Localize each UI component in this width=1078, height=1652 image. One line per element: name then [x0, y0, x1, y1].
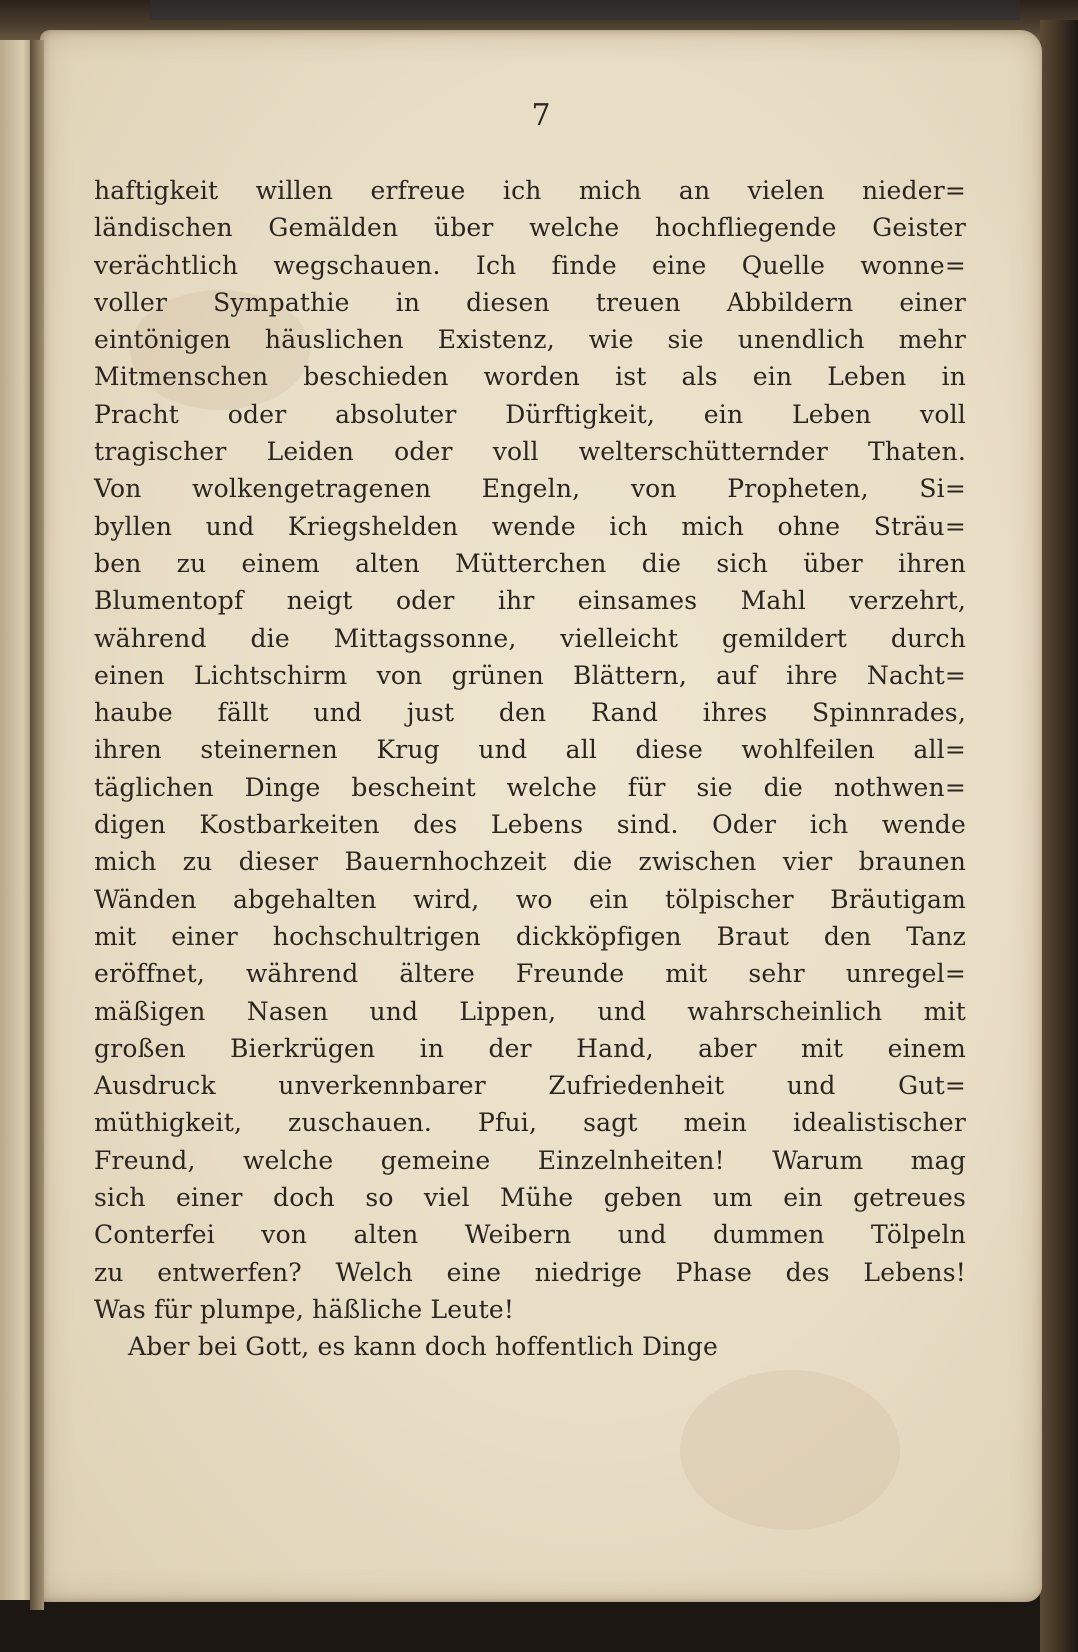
text-line: sich einer doch so viel Mühe geben um ein getreues: [94, 1183, 966, 1213]
text-line: eintönigen häuslichen Existenz, wie sie unendlich mehr: [94, 325, 966, 355]
text-line: Freund, welche gemeine Einzelnheiten! Warum mag: [94, 1145, 966, 1175]
text-line: zu entwerfen? Welch eine niedrige Phase des Lebens!: [94, 1257, 966, 1287]
text-line: haftigkeit willen erfreue ich mich an vielen nieder=: [94, 176, 966, 205]
text-line: ihren steinernen Krug und all diese wohlfeilen all=: [94, 735, 966, 765]
text-line: Pracht oder absoluter Dürftigkeit, ein Leben voll: [94, 399, 966, 429]
text-line: mit einer hochschultrigen dickköpfigen Braut den Tanz: [94, 921, 966, 951]
text-line: Mitmenschen beschieden worden ist als ein Leben in: [94, 362, 966, 392]
text-line: verächtlich wegschauen. Ich finde eine Quelle wonne=: [94, 250, 966, 280]
text-line: byllen und Kriegshelden wende ich mich ohne Sträu=: [94, 511, 966, 541]
text-line: ben zu einem alten Mütterchen die sich über ihren: [94, 548, 966, 578]
text-line: mäßigen Nasen und Lippen, und wahrscheinlich mit: [94, 996, 966, 1026]
paper-stain: [680, 1370, 900, 1530]
text-line: täglichen Dinge bescheint welche für sie die nothwen=: [94, 772, 966, 802]
text-line: tragischer Leiden oder voll welterschütternder Thaten.: [94, 437, 966, 467]
text-line: Was für plumpe, häßliche Leute!: [94, 1294, 515, 1324]
text-line: Wänden abgehalten wird, wo ein tölpischer Bräutigam: [94, 884, 966, 914]
text-line: müthigkeit, zuschauen. Pfui, sagt mein idealistischer: [94, 1108, 966, 1138]
text-line: voller Sympathie in diesen treuen Abbildern einer: [94, 287, 966, 317]
text-line: Ausdruck unverkennbarer Zufriedenheit und Gut=: [94, 1071, 966, 1101]
page-sheet: [40, 30, 1042, 1602]
text-line: Conterfei von alten Weibern und dummen Tölpeln: [94, 1220, 966, 1250]
page-number: 7: [531, 98, 551, 133]
text-line: Von wolkengetragenen Engeln, von Propheten, Si=: [94, 474, 966, 504]
text-line: während die Mittagssonne, vielleicht gemildert durch: [94, 623, 966, 653]
text-line: großen Bierkrügen in der Hand, aber mit einem: [94, 1033, 966, 1063]
text-line-paragraph-start: Aber bei Gott, es kann doch hoffentlich Dinge: [128, 1332, 718, 1362]
book-cover-edge: [1040, 20, 1078, 1652]
text-line: mich zu dieser Bauernhochzeit die zwischen vier braunen: [94, 847, 966, 877]
text-line: ländischen Gemälden über welche hochfliegende Geister: [94, 213, 966, 243]
body-text: [94, 172, 966, 1366]
text-line: einen Lichtschirm von grünen Blättern, auf ihre Nacht=: [94, 660, 966, 690]
text-line: digen Kostbarkeiten des Lebens sind. Oder ich wende: [94, 810, 966, 840]
text-line: eröffnet, während ältere Freunde mit sehr unregel=: [94, 959, 966, 989]
text-line: Blumentopf neigt oder ihr einsames Mahl verzehrt,: [94, 586, 966, 616]
text-line: haube fällt und just den Rand ihres Spinnrades,: [94, 698, 966, 728]
book-gutter: [30, 40, 44, 1610]
